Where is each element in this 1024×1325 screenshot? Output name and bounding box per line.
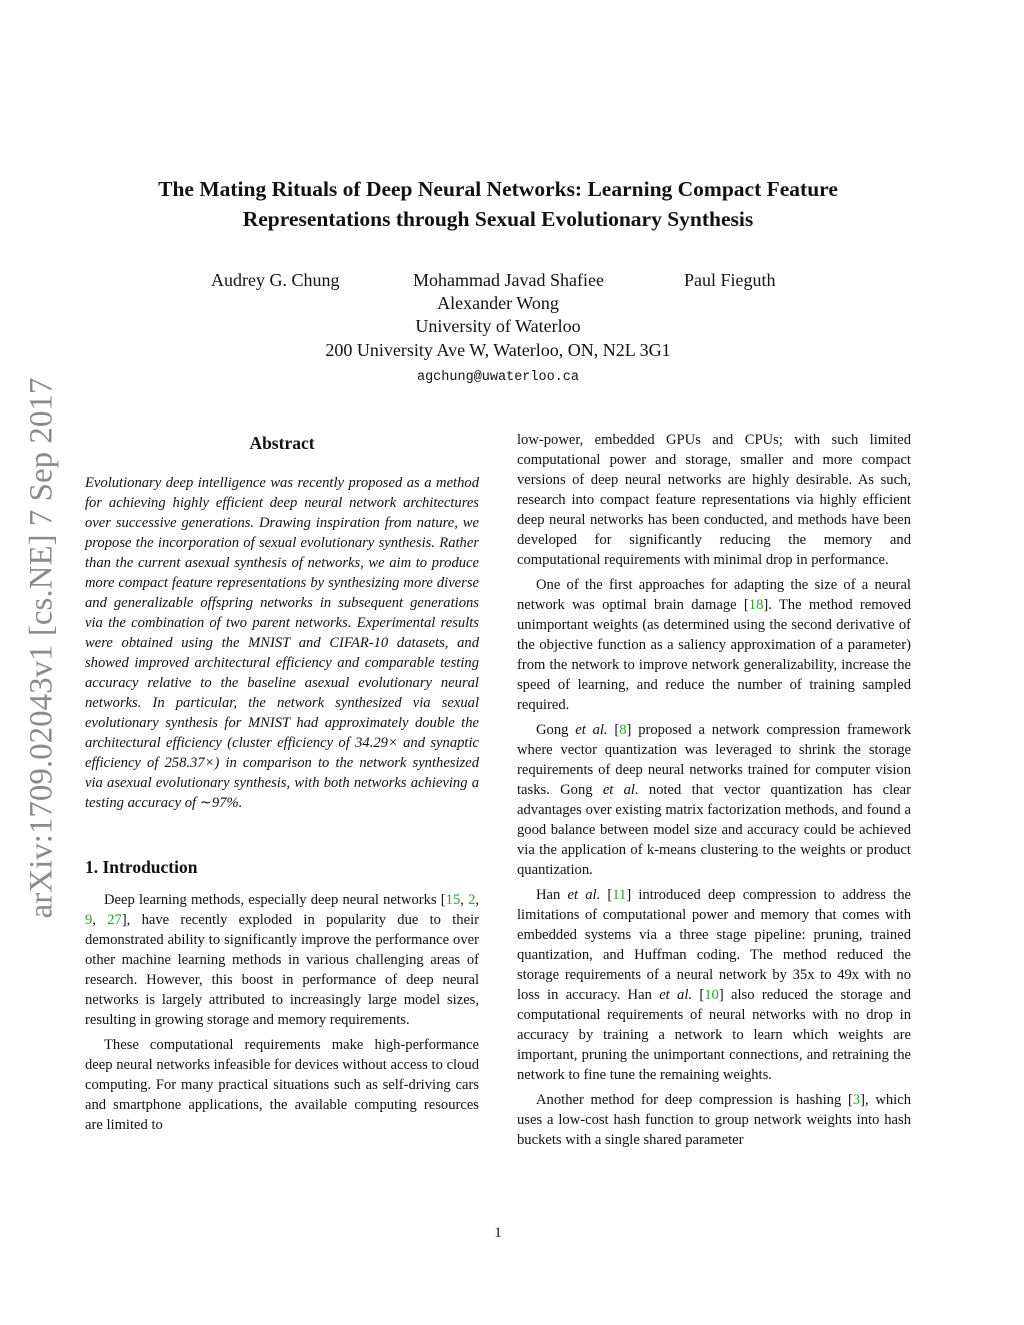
paper-title: The Mating Rituals of Deep Neural Networks: Learning Compact Feature Representations through Sexual Evolutionary Synthesis (158, 177, 838, 231)
introduction-heading: 1. Introduction (85, 857, 198, 877)
arxiv-stamp (20, 365, 64, 930)
author-1: Audrey G. Chung (211, 270, 340, 290)
intro-paragraph-2: These computational requirements make high-performance deep neural networks infeasible for devices without access to cloud computing. For many practical situations such as self-driving cars and smartphone applications, the available computing resources are limited to (85, 1037, 479, 1133)
abstract-heading: Abstract (249, 433, 315, 453)
author-3: Paul Fieguth (684, 270, 776, 290)
intro-paragraph-5: Han et al. [11] introduced deep compression to address the limitations of computational power and memory that comes with embedded systems via a three stage pipeline: pruning, trained quantization, and Huffman coding. The method reduced the storage requirements of a neural network by 35x to 49x with no loss in accuracy. Han et al. [10] also reduced the storage and computational requirements of neural networks with no drop in accuracy by training a network to learn which weights are important, pruning the unimportant connections, and retraining the network to fine tune the remaining weights. (517, 887, 912, 1083)
citation-15[interactable]: 15 (445, 892, 461, 908)
author-email[interactable]: agchung@uwaterloo.ca (416, 370, 580, 385)
author-2: Mohammad Javad Shafiee (413, 270, 604, 290)
intro-paragraph-3: One of the first approaches for adapting the size of a neural network was optimal brain damage [18]. The method removed unimportant weights (as determined using the second derivative of the objective function as a saliency approximation of a parameter) from the network to improve network generalizability, increase the speed of learning, and reduce the number of training sampled required. (517, 577, 911, 713)
left-column (85, 430, 479, 1135)
citation-18[interactable]: 18 (748, 597, 764, 613)
intro-paragraph-4: Gong et al. [8] proposed a network compression framework where vector quantization was leveraged to shrink the storage requirements of deep neural networks trained for computer vision tasks. Gong et al. noted that vector quantization has clear advantages over existing matrix factorization methods, and found a good balance between model size and accuracy could be achieved via the application of k-means clustering to the weights or product quantization. (517, 722, 911, 878)
citation-11[interactable]: 11 (612, 887, 627, 903)
author-4: Alexander Wong (437, 293, 559, 313)
citation-27[interactable]: 27 (107, 912, 122, 928)
citation-9[interactable]: 9 (85, 912, 93, 928)
page-number: 1 (494, 1225, 502, 1241)
address: 200 University Ave W, Waterloo, ON, N2L 3G1 (325, 340, 671, 360)
citation-10[interactable]: 10 (704, 987, 719, 1003)
citation-8[interactable]: 8 (619, 722, 627, 738)
abstract-text: Evolutionary deep intelligence was recently proposed as a method for achieving highly efficient deep neural network architectures over successive generations. Drawing inspiration from nature, we propose the incorporation of sexual evolutionary synthesis. Rather than the current asexual synthesis of networks, we aim to produce more compact feature representations by synthesizing more diverse and generalizable offspring networks in subsequent generations via the combination of two parent networks. Experimental results were obtained using the MNIST and CIFAR-10 datasets, and showed improved architectural efficiency and comparable testing accuracy relative to the baseline asexual evolutionary neural networks. In particular, the network synthesized via sexual evolutionary synthesis for MNIST had approximately double the architectural efficiency (cluster efficiency of 34.29× and synaptic efficiency of 258.37×) in comparison to the network synthesized via asexual evolutionary synthesis, with both networks achieving a testing accuracy of ∼97%. (85, 475, 479, 811)
arxiv-id: arXiv:1709.02043v1 [cs.NE] 7 Sep 2017 (23, 377, 60, 918)
citation-2[interactable]: 2 (468, 892, 476, 908)
intro-paragraph-2-continued: low-power, embedded GPUs and CPUs; with such limited computational power and storage, smaller and more compact versions of deep neural networks are highly desirable. As such, research into compact feature representations via highly efficient deep neural networks has been conducted, and methods have been developed for significantly reducing the memory and computational requirements with minimal drop in performance. (517, 432, 911, 568)
intro-paragraph-6: Another method for deep compression is hashing [3], which uses a low-cost hash function to group network weights into hash buckets with a single shared parameter (517, 1092, 911, 1148)
right-column (517, 430, 911, 1150)
citation-3[interactable]: 3 (852, 1092, 861, 1108)
intro-paragraph-1: Deep learning methods, especially deep neural networks [15, 2, 9, 27], have recently exploded in popularity due to their demonstrated ability to significantly improve the performance over other machine learning methods in various challenging areas of research. However, this boost in performance of deep neural networks is largely attributed to increasingly large model sizes, resulting in growing storage and memory requirements. (85, 892, 480, 1028)
affiliation: University of Waterloo (415, 316, 581, 336)
